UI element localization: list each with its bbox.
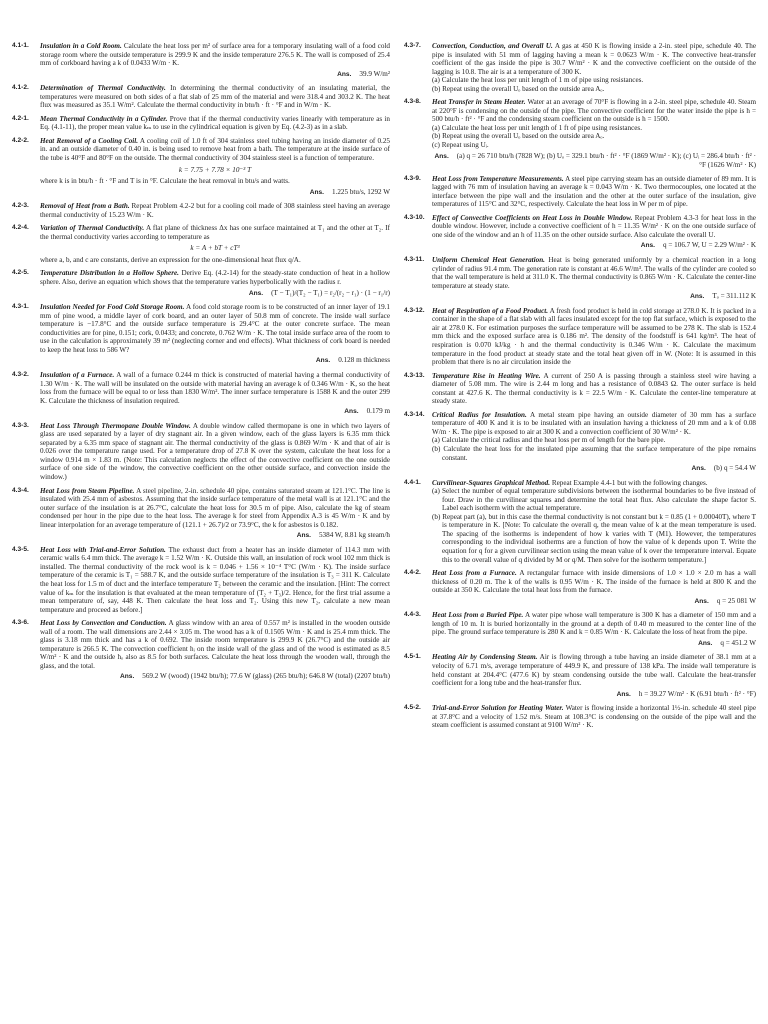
problem-subpart: (c) Repeat using Uᵢ. [432,141,489,150]
problem-answer [432,152,756,170]
problem-item [12,371,390,417]
answer-value: 5384 W, 8.81 kg steam/h [318,531,390,540]
problem-body [432,42,756,93]
problem-number: 4.5-1. [404,653,421,661]
problem-number: 4.3-12. [404,306,425,314]
problem-item [404,411,756,474]
problem-body [40,371,390,417]
problem-number: 4.2-5. [12,269,29,277]
problem-text: A steel pipe carrying steam has an outside diameter of 89 mm. It is lagged with 76 mm of insulation having an average k = 0.043 W/m · K. Two thermocouples, one located at the interface between the pipe wall and the insulation and the other at the outer surface of the insulation, give temperatures of 115°C and 32°C, respectively. Calculate the heat loss in W per m of pipe. [432,174,756,209]
answer-label: Ans. [315,357,331,365]
problem-title: Effect of Convective Coefficients on Heat Loss in Double Window. [432,213,633,222]
problem-answer [40,672,390,682]
answer-label: Ans. [119,673,135,681]
problem-item [12,303,390,366]
problem-number: 4.3-3. [12,421,29,429]
problem-body [432,372,756,406]
problem-number: 4.3-6. [12,619,29,627]
problem-text: Calculate the heat loss per m² of surface area for a temporary insulating wall of a food cold storage room where the outside temperature is 299.9 K and the inside temperature 276.5 K. The wall is composed of 25.4 mm of corkboard having a k of 0.0433 W/m · K. [40,42,390,68]
problem-title: Convection, Conduction, and Overall U. [432,42,553,50]
problem-item [404,98,756,169]
problem-title: Trial-and-Error Solution for Heating Water. [432,704,564,713]
problem-title: Heat Removal of a Cooling Coil. [40,136,139,145]
problem-text: Derive Eq. (4.2-14) for the steady-state conduction of heat in a hollow sphere. Also, derive an equation which shows that the temperature varies hyperbolically with the radius r. [40,269,390,287]
problem-title: Heat Loss by Convection and Conduction. [40,619,167,628]
problem-number: 4.3-10. [404,213,425,221]
problem-text: Repeat Problem 4.2-2 but for a cooling coil made of 308 stainless steel having an average thermal conductivity of 15.23 W/m · K. [40,202,390,219]
problem-title: Heat of Respiration of a Food Product. [432,306,549,315]
problem-text: A glass window with an area of 0.557 m² is installed in the wooden outside wall of a room. The wall dimensions are 2.44 × 3.05 m. The wood has a k of 0.1505 W/m · K and is 25.4 mm thick. The glass is 3.18 mm thick and has a k of 0.692. The inside room temperature is 299.9 K (26.7°C) and the outside air temperature is 266.5 K. The convection coefficient hᵢ on the inside wall of the glass and of the wood is estimated as 8.5 W/m² · K and the outside hₒ also as 8.5 for both surfaces. Calculate the heat loss through the wooden wall, through the glass, and the total. [40,619,390,670]
problem-subpart: (b) Calculate the heat loss for the insulated pipe assuming that the surface temperature of the pipe remains constant. [432,444,756,462]
problem-body [432,653,756,699]
problem-body [432,611,756,648]
problem-subpart: (a) Select the number of equal temperature subdivisions between the isothermal boundaries to be five instead of four. Draw in the curvilinear squares and determine the total heat flux. Also calculate the shape factor S. Label each isotherm with the actual temperature. [432,487,756,513]
problem-item [12,546,390,614]
problem-body [40,422,390,482]
answer-value: 1.225 btu/s, 1292 W [332,187,390,196]
problem-text: Repeat Problem 4.3-3 for heat loss in the double window. However, include a convective coefficient of h = 11.35 W/m² · K on the one outside surface of one side of the window and an h of 11.35 on the other outside surface. Also calculate the overall U. [432,213,756,239]
answer-label: Ans. [691,465,706,473]
problem-body [40,303,390,366]
answer-value: q = 451.2 W [720,638,756,647]
problem-body [40,269,390,298]
answer-value: 0.179 m [366,407,390,416]
problem-subpart: (a) Calculate the critical radius and the heat loss per m of length for the bare pipe. [432,436,666,445]
problem-number: 4.3-9. [404,174,421,182]
problem-number: 4.3-2. [12,370,29,378]
problem-answer [432,241,756,251]
problem-formula: k = A + bT + cT³ [190,244,240,253]
problem-number: 4.3-1. [12,303,29,311]
problem-title: Removal of Heat from a Bath. [40,202,130,211]
answer-label: Ans. [344,408,359,416]
problem-text: A steel pipeline, 2-in. schedule 40 pipe, contains saturated steam at 121.1°C. The line is insulated with 25.4 mm of asbestos. Assuming that the inside surface temperature of the metal wall is at 121.1°C and the outer surface of the insulation is at 26.7°C, calculate the heat loss for 30.5 m of pipe. Also, calculate the kg of steam condensed per hour in the pipe due to the heat loss. The average k for steel from Appendix A.3 is 45 W/m · K and by linear interpolation for an average temperature of (121.1 + 26.7)/2 or 73.9°C, the k for asbestos is 0.182. [40,486,390,529]
answer-label: Ans. [309,188,324,196]
problem-title: Heat Transfer in Steam Heater. [432,98,526,107]
problem-body [432,214,756,251]
answer-value: 0.128 m thickness [338,356,390,365]
answer-value: Tₒ = 311.112 K [712,292,756,301]
problem-number: 4.2-1. [12,114,29,122]
problem-item [404,307,756,367]
answer-label: Ans. [698,639,713,647]
problem-answer [432,292,756,302]
answer-value: (T − T₁)/(T₂ − T₁) = r₂/(r₂ − r₁) · (1 − r₁/r) [271,288,390,297]
problem-title: Heat Loss Through Thermopane Double Window. [40,421,191,430]
problem-number: 4.2-3. [12,202,29,210]
problem-body [432,411,756,474]
problem-text: A wall of a furnace 0.244 m thick is constructed of material having a thermal conductivity of 1.30 W/m · K. The wall will be insulated on the outside with material having an average k of 0.346 W/m · K, so the heat loss from the furnace will be equal to or less than 1830 W/m². The inner surface temperature is 1588 K and the outer 299 K. Calculate the thickness of insulation required. [40,370,390,405]
answer-label: Ans. [640,242,656,250]
problem-body [432,175,756,209]
problem-text: A flat plane of thickness Δx has one surface maintained at T₁ and the other at T₂. If the thermal conductivity varies according to temperature as [40,224,390,241]
problem-text: A metal steam pipe having an outside diameter of 30 mm has a surface temperature of 400 K and it is to be insulated with an insulation having a thickness of 20 mm and a k of 0.08 W/m · K. The pipe is exposed to air at 300 K and a convection coefficient of 30 W/m² · K. [432,410,756,436]
answer-value: 569.2 W (wood) (1942 btu/h); 77.6 W (glass) (265 btu/h); 646.8 W (total) (2207 btu/h) [142,672,390,681]
problem-subpart: (a) Calculate the heat loss per unit length of 1 m of pipe using resistances. [432,76,644,85]
answer-value: (a) q = 26 710 btu/h (7828 W); (b) Uₒ = 329.1 btu/h · ft² · °F (1869 W/m² · K); (c) Uᵢ = 286.4 btu/h · ft² · °F (1626 W/m² · K) [456,151,756,170]
answer-label: Ans. [248,289,264,297]
problem-item [404,704,756,730]
problem-body [40,84,390,110]
problem-item [404,372,756,406]
right-column [404,42,756,1014]
problem-title: Mean Thermal Conductivity in a Cylinder. [40,114,168,123]
problem-number: 4.3-14. [404,410,425,418]
problem-number: 4.3-11. [404,256,425,264]
problem-number: 4.3-7. [404,42,421,49]
problem-text: A fresh food product is held in cold storage at 278.0 K. It is packed in a container in the shape of a flat slab with all faces insulated except for the top flat surface, which is exposed to the air at 278.0 K. For estimation purposes the surface temperature will be assumed to be 278 K. The slab is 152.4 mm thick and the exposed surface area is 0.186 m². The density of the foodstuff is 641 kg/m³. The heat of respiration is 0.070 kJ/kg · h and the thermal conductivity is 0.346 W/m · K. Calculate the maximum temperature in the food product at steady state and the total heat given off in W. (Note: It is assumed in this problem that there is no air circulation inside the [432,306,756,367]
answer-label: Ans. [296,532,311,540]
problem-number: 4.3-13. [404,371,425,379]
problem-title: Insulation in a Cold Room. [40,42,122,50]
problem-item [404,569,756,606]
problem-title: Determination of Thermal Conductivity. [40,84,166,93]
problem-number: 4.3-4. [12,486,29,494]
problem-number: 4.1-1. [12,42,29,49]
problem-text-continued: where k is in btu/h · ft · °F and T is in °F. Calculate the heat removal in btu/s and watts. [40,177,290,186]
problem-title: Heat Loss from Steam Pipeline. [40,486,135,495]
problem-body [432,256,756,302]
problem-text: A double window called thermopane is one in which two layers of glass are used separated by a layer of dry stagnant air. In a given window, each of the glass layers is 6.35 mm thick separated by a 6.35 mm space of stagnant air. The thermal conductivity of the glass is 0.869 W/m · K and that of air is 0.026 over the temperature range used. For a temperature drop of 27.8 K over the system, calculate the heat loss for a window 0.914 m × 1.83 m. (Note: This calculation neglects the effect of the convective coefficient on the one outside surface of one side of the window, the convective coefficient on the other outside surface, and convection inside the window.) [40,421,390,481]
problem-item [404,214,756,251]
problem-text: A water pipe whose wall temperature is 300 K has a diameter of 150 mm and a length of 10 m. It is buried horizontally in the ground at a depth of 0.40 m measured to the center line of the pipe. The ground surface temperature is 280 K and k = 0.85 W/m · K. Calculate the loss of heat from the pipe. [432,611,756,637]
problem-text: Water at an average of 70°F is flowing in a 2-in. steel pipe, schedule 40. Steam at 220°F is condensing on the outside of the pipe. The convective coefficient for the water inside the pipe is h = 500 btu/h · ft² · °F and the condensing steam coefficient on the outside is h = 1500. [432,98,757,124]
answer-label: Ans. [690,293,705,301]
problem-item [404,479,756,564]
problem-body [40,115,390,132]
answer-label: Ans. [434,152,449,160]
answer-value: h = 39.27 W/m² · K (6.91 btu/h · ft² · °F) [638,689,756,698]
problem-number: 4.4-3. [404,611,421,619]
problem-text: In determining the thermal conductivity of an insulating material, the temperatures were measured on both sides of a flat slab of 25 mm of the material and were 318.4 and 303.2 K. The heat flux was measured as 35.1 W/m². Calculate the thermal conductivity in btu/h · ft · °F and in W/m · K. [40,84,390,110]
problem-number: 4.4-1. [404,478,421,486]
problem-body [40,224,390,264]
problem-body [432,479,756,564]
problem-number: 4.2-4. [12,224,29,232]
answer-label: Ans. [337,70,352,78]
problem-answer [40,289,390,299]
problem-subpart: (b) Repeat part (a), but in this case the thermal conductivity is not constant but k = 0.85 (1 + 0.00040T), where T is temperature in K. [Note: To calculate the overall q, the mean value of k at the mean temperature is used. The spacing of the isotherms is independent of how k varies with T (M1). However, the temperatures corresponding to the individual isotherms are a function of how the value of k depends upon T. Write the equation for q for a given curvilinear section using the mean value of k over the temperature interval. Equate this to the overall value of q divided by M or q/M. Then solve for the isotherm temperature.] [432,512,756,564]
problem-body [432,307,756,367]
problem-title: Heat Loss with Trial-and-Error Solution. [40,545,166,554]
problem-body [40,546,390,614]
left-column [12,42,390,1014]
problem-formula: k = 7.75 + 7.78 × 10⁻³ T [178,165,252,174]
problem-text: A rectangular furnace with inside dimensions of 1.0 × 1.0 × 2.0 m has a wall thickness of 0.20 m. The k of the walls is 0.95 W/m · K. The inside of the furnace is held at 800 K and the outside at 350 K. Calculate the total heat loss from the furnace. [432,569,756,595]
problem-text: A gas at 450 K is flowing inside a 2-in. steel pipe, schedule 40. The pipe is insulated with 51 mm of lagging having a mean k = 0.0623 W/m · K. The convective heat-transfer coefficient of the gas inside the pipe is 30.7 W/m² · K and the convective coefficient on the outside of the lagging is 10.8. The air is at a temperature of 300 K. [432,42,756,76]
problem-text: Prove that if the thermal conductivity varies linearly with temperature as in Eq. (4.1-11), the proper mean value kₘ to use in the cylindrical equation is given by Eq. (4.2-3) as in a slab. [40,114,390,132]
problem-title: Heating Air by Condensing Steam. [432,653,538,662]
problem-number: 4.1-2. [12,84,29,92]
problem-item [404,256,756,302]
answer-value: q = 106.7 W, U = 2.29 W/m² · K [663,241,756,250]
problem-title: Temperature Distribution in a Hollow Sphere. [40,269,179,278]
problem-title: Heat Loss from a Buried Pipe. [432,611,524,620]
problem-subpart: (b) Repeat using the overall Uₒ based on the outside area Aₒ. [432,132,605,141]
problem-body [40,619,390,682]
problem-answer [432,639,756,649]
answer-value: (b) q = 54.4 W [713,464,756,473]
problem-number: 4.4-2. [404,569,421,577]
problem-title: Critical Radius for Insulation. [432,410,527,419]
problem-item [12,422,390,482]
problem-title: Heat Loss from a Furnace. [432,569,517,578]
problem-title: Insulation of a Furnace. [40,370,115,379]
problem-answer [432,464,756,474]
problem-text: Heat is being generated uniformly by a chemical reaction in a long cylinder of radius 91.4 mm. The generation rate is constant at 46.6 W/m³. The walls of the cylinder are cooled so that the wall temperature is held at 311.0 K. The thermal conductivity is 0.865 W/m · K. Calculate the center-line temperature at steady state. [432,256,756,290]
problem-title: Temperature Rise in Heating Wire. [432,371,541,380]
problem-answer [40,407,390,417]
problem-body [40,42,390,79]
problem-answer [432,690,756,700]
problem-item [12,619,390,682]
problem-answer [40,531,390,541]
answer-value: 39.9 W/m² [359,69,390,78]
problem-answer [40,356,390,366]
problem-body [432,569,756,606]
problem-text: A food cold storage room is to be constructed of an inner layer of 19.1 mm of pine wood, a middle layer of cork board, and an outer layer of 50.8 mm of concrete. The inside wall surface temperature is −17.8°C and the outside surface temperature is 29.4°C at the outer concrete surface. The mean conductivities are for pine, 0.151; cork, 0.0433; and concrete, 0.762 W/m · K. The total inside surface area of the room to use in the calculation is approximately 39 m² (neglecting corner and end effects). What thickness of cork board is needed to keep the heat loss to 586 W? [40,303,390,354]
problem-item [12,84,390,110]
problem-body [40,202,390,219]
problem-text: Water is flowing inside a horizontal 1½-in. schedule 40 steel pipe at 37.8°C and a velocity of 1.52 m/s. Steam at 108.3°C is condensing on the outside of the pipe wall and the steam coefficient is assumed constant at 9100 W/m² · K. [432,704,756,730]
answer-label: Ans. [616,690,631,698]
problem-body [432,98,756,169]
problem-answer [40,70,390,80]
problem-item [404,175,756,209]
problem-title: Heat Loss from Temperature Measurements. [432,174,564,183]
answer-value: q = 25 081 W [716,596,756,605]
problem-title: Uniform Chemical Heat Generation. [432,256,545,265]
problem-item [12,224,390,264]
problem-item [404,42,756,93]
problem-subpart: (b) Repeat using the overall Uₒ based on the outside area Aₒ. [432,84,605,93]
problem-answer [432,597,756,607]
problem-text: A cooling coil of 1.0 ft of 304 stainless steel tubing having an inside diameter of 0.25 in. and an outside diameter of 0.40 in. is being used to remove heat from a bath. The temperature at the inside surface of the tube is 40°F and 80°F on the outside. The thermal conductivity of 304 stainless steel is a function of temperature. [40,136,390,163]
problem-body [40,137,390,197]
problem-item [12,42,390,79]
problem-subpart: (a) Calculate the heat loss per unit length of 1 ft of pipe using resistances. [432,123,642,132]
problem-title: Insulation Needed for Food Cold Storage Room. [40,303,185,312]
problem-number: 4.2-2. [12,136,29,144]
problem-body [432,704,756,730]
problem-text-continued: where a, b, and c are constants, derive an expression for the one-dimensional heat flux q/A. [40,255,301,264]
problem-answer [40,188,390,198]
problem-text: A current of 250 A is passing through a stainless steel wire having a diameter of 5.08 mm. The wire is 2.44 m long and has a resistance of 0.0843 Ω. The outer surface is held constant at 427.6 K. The thermal conductivity is k = 22.5 W/m · K. Calculate the center-line temperature at steady state. [432,371,756,406]
answer-label: Ans. [694,597,709,605]
problem-item [404,653,756,699]
problem-title: Variation of Thermal Conductivity. [40,224,145,233]
problem-number: 4.5-2. [404,704,421,712]
problem-item [12,202,390,219]
problem-text: The exhaust duct from a heater has an inside diameter of 114.3 mm with ceramic walls 6.4 mm thick. The average k = 1.52 W/m · K. Outside this wall, an insulation of rock wool 102 mm thick is installed. The thermal conductivity of the rock wool is k = 0.046 + 1.56 × 10⁻⁴ T°C (W/m · K). The inside surface temperature of the ceramic is T₁ = 588.7 K, and the outside surface temperature of the insulation is T₃ = 311 K. Calculate the heat loss for 1.5 m of duct and the interface temperature T₂ between the ceramic and the insulation. [Hint: The correct value of kₘ for the insulation is that evaluated at the mean temperature of (T₂ + T₃)/2. Hence, for the first trial assume a mean temperature of, say, 448 K. Then calculate the heat loss and T₂. Using this new T₂, calculate a new mean temperature and proceed as before.] [40,545,390,614]
problem-text: Repeat Example 4.4-1 but with the following changes. [551,478,708,487]
problem-title: Curvilinear-Squares Graphical Method. [432,478,551,487]
problem-item [12,269,390,298]
problem-item [12,115,390,132]
problem-number: 4.3-8. [404,98,421,106]
problem-item [12,487,390,541]
problem-body [40,487,390,541]
problem-number: 4.3-5. [12,545,29,553]
problem-text: Air is flowing through a tube having an inside diameter of 38.1 mm at a velocity of 6.71 m/s, average temperature of 449.9 K, and pressure of 138 kPa. The inside wall temperature is held constant at 204.4°C (477.6 K) by steam condensing outside the tube wall. Calculate the heat-transfer coefficient for a long tube and the heat-transfer flux. [432,653,756,688]
problem-item [12,137,390,197]
problem-item [404,611,756,648]
